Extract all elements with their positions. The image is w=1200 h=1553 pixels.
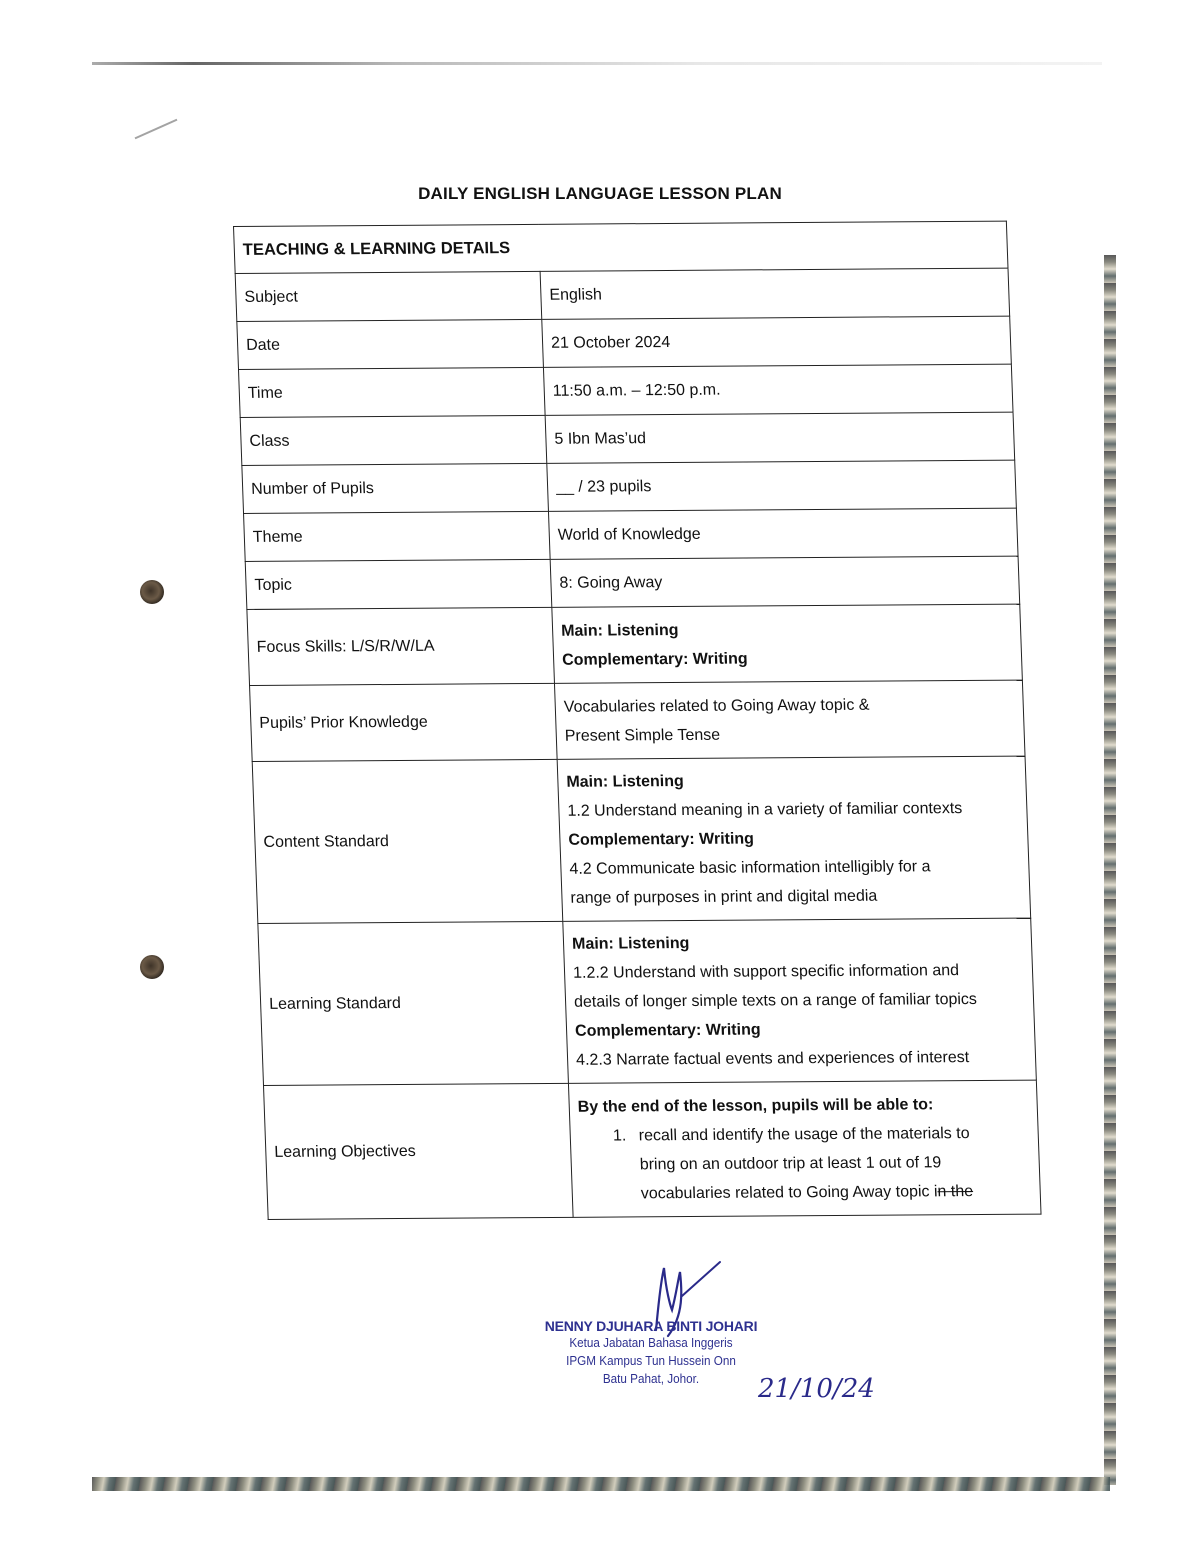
objective-1-line-3-text: vocabularies related to Going Away topic i	[640, 1182, 938, 1202]
table-row	[242, 460, 1017, 513]
cs-main: Main: Listening	[566, 772, 685, 791]
row-label-class: Class	[240, 415, 547, 465]
stamp-name: NENNY DJUHARA BINTI JOHARI	[544, 1318, 758, 1334]
row-value-date: 21 October 2024	[542, 316, 1012, 367]
ls-main-text-1: 1.2.2 Understand with support specific information and	[572, 962, 960, 982]
objective-1-struck-text: n the	[937, 1182, 974, 1200]
table-row	[239, 364, 1014, 417]
handwritten-date: 21/10/24	[758, 1374, 875, 1404]
row-label-time: Time	[239, 367, 546, 417]
objective-1-line-2: bring on an outdoor trip at least 1 out of 19	[639, 1153, 942, 1173]
table-row	[264, 1080, 1042, 1219]
row-label-prior: Pupils’ Prior Knowledge	[250, 683, 558, 761]
table-row	[250, 680, 1025, 761]
ls-comp: Complementary: Writing	[574, 1021, 761, 1040]
punch-hole-lower	[140, 955, 164, 979]
list-item	[630, 1118, 1032, 1208]
row-label-focus: Focus Skills: L/S/R/W/LA	[247, 607, 555, 685]
row-label-subject: Subject	[235, 271, 542, 321]
scan-edge-top	[92, 62, 1102, 65]
row-value-theme: World of Knowledge	[548, 508, 1018, 559]
stamp-line-3: Batu Pahat, Johor.	[602, 1371, 700, 1386]
row-label-learning-standard: Learning Standard	[258, 921, 569, 1085]
table-row	[258, 918, 1036, 1085]
row-value-prior	[554, 680, 1025, 759]
focus-complementary-label: Complementary	[561, 650, 684, 669]
table-row	[245, 556, 1020, 609]
table-row	[247, 604, 1022, 685]
cs-comp: Complementary: Writing	[568, 830, 755, 849]
objective-1-line-1: 1. recall and identify the usage of the materials to	[638, 1124, 970, 1144]
row-label-pupils: Number of Pupils	[242, 463, 549, 513]
cs-comp-text-2: range of purposes in print and digital media	[570, 887, 878, 907]
cs-comp-text-1: 4.2 Communicate basic information intelligibly for a	[569, 858, 931, 878]
table-row	[252, 756, 1030, 923]
row-value-subject: English	[540, 268, 1010, 319]
row-label-content-standard: Content Standard	[252, 759, 563, 923]
section-header: TEACHING & LEARNING DETAILS	[234, 221, 1008, 273]
objectives-intro: By the end of the lesson, pupils will be able to:	[577, 1095, 934, 1116]
table-row	[244, 508, 1019, 561]
table-row	[240, 412, 1015, 465]
prior-line-2: Present Simple Tense	[564, 726, 721, 745]
focus-complementary-value: : Writing	[682, 650, 748, 668]
pencil-mark	[135, 119, 178, 140]
row-value-focus	[552, 604, 1023, 683]
ls-main: Main: Listening	[571, 934, 690, 953]
row-label-date: Date	[237, 319, 544, 369]
row-value-topic: 8: Going Away	[550, 556, 1020, 607]
row-value-learning-standard	[563, 918, 1037, 1083]
objectives-list	[578, 1118, 1032, 1208]
prior-line-1: Vocabularies related to Going Away topic &	[563, 696, 870, 716]
table-row	[235, 268, 1010, 321]
official-stamp	[520, 1318, 782, 1388]
row-label-theme: Theme	[244, 511, 551, 561]
table-row	[237, 316, 1012, 369]
scan-edge-bottom	[92, 1477, 1110, 1491]
row-value-content-standard	[557, 756, 1031, 921]
stamp-line-1: Ketua Jabatan Bahasa Inggeris	[569, 1335, 733, 1350]
row-label-objectives: Learning Objectives	[264, 1083, 574, 1219]
scan-edge-right	[1104, 255, 1116, 1485]
row-value-pupils: __ / 23 pupils	[547, 460, 1017, 511]
row-value-time: 11:50 a.m. – 12:50 p.m.	[543, 364, 1013, 415]
lesson-plan-table	[233, 221, 1042, 1220]
row-value-class: 5 Ibn Mas’ud	[545, 412, 1015, 463]
document-title: DAILY ENGLISH LANGUAGE LESSON PLAN	[418, 184, 782, 203]
objective-1-line-3	[640, 1176, 1032, 1208]
stamp-line-2: IPGM Kampus Tun Hussein Onn	[566, 1353, 736, 1368]
cs-main-text: 1.2 Understand meaning in a variety of familiar contexts	[567, 800, 963, 820]
table-row	[234, 221, 1008, 273]
row-value-objectives	[568, 1080, 1041, 1217]
punch-hole-upper	[140, 580, 164, 604]
ls-comp-text: 4.2.3 Narrate factual events and experiences of interest	[575, 1049, 970, 1069]
focus-complementary	[562, 642, 1014, 674]
row-label-topic: Topic	[245, 559, 552, 609]
focus-main: Main: Listening	[560, 621, 679, 640]
ls-main-text-2: details of longer simple texts on a range of familiar topics	[573, 990, 978, 1011]
